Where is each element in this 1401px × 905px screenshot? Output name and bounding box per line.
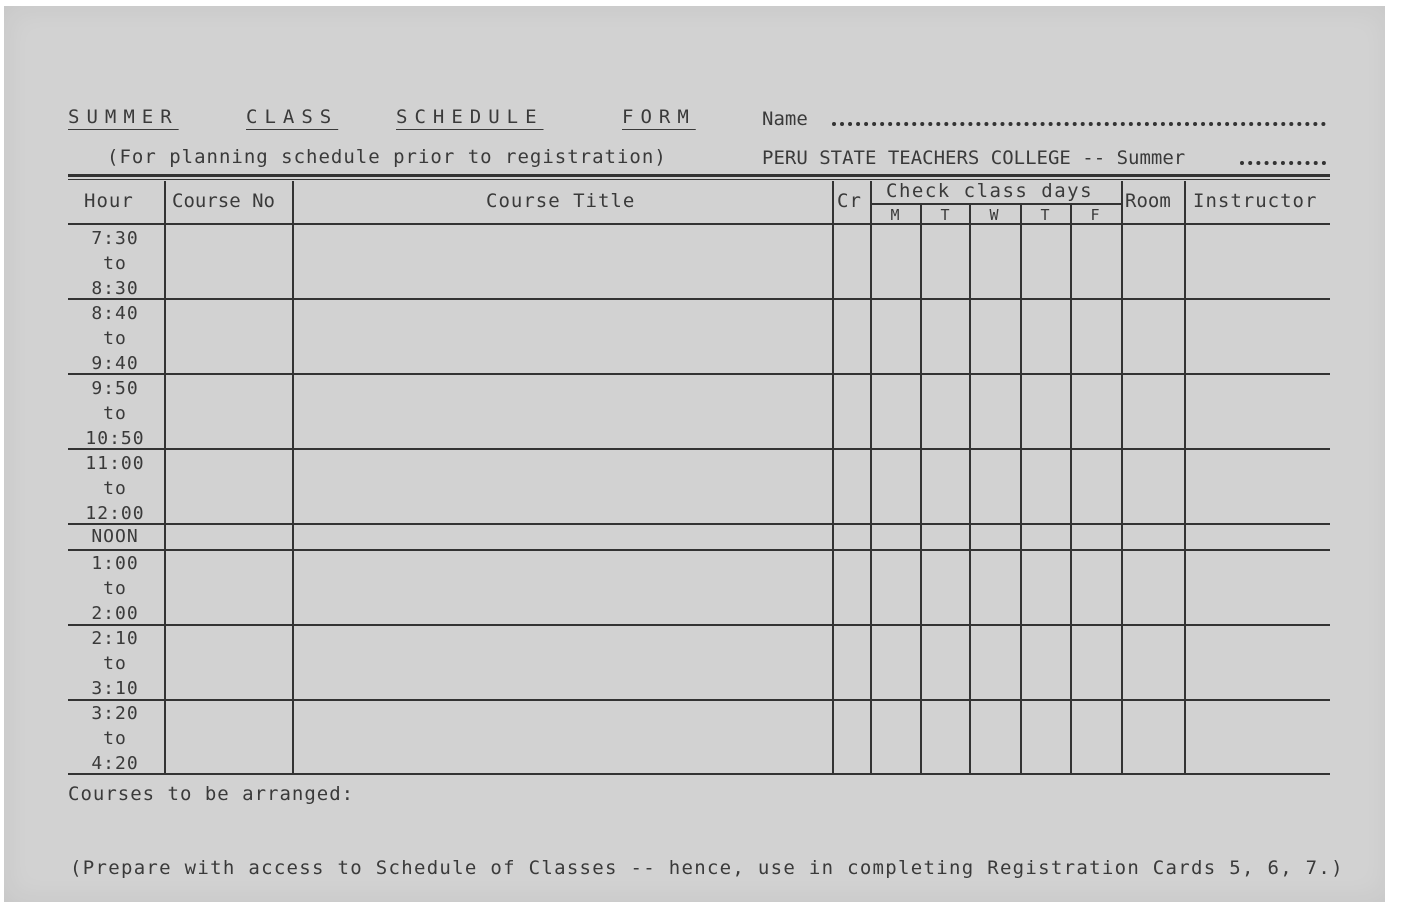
col-divider-days bbox=[870, 181, 872, 775]
col-divider-credits bbox=[832, 181, 834, 775]
courses-to-be-arranged: Courses to be arranged: bbox=[68, 783, 355, 805]
name-field-line[interactable] bbox=[832, 122, 1326, 126]
hour-end: 2:00 bbox=[91, 603, 139, 624]
hour-start: 11:00 bbox=[85, 453, 145, 474]
day-monday: M bbox=[890, 206, 900, 224]
title-word-schedule: SCHEDULE bbox=[396, 106, 544, 128]
table-top-rule bbox=[68, 174, 1330, 177]
hour-end: 12:00 bbox=[85, 503, 145, 524]
hour-sep: to bbox=[103, 578, 127, 599]
header-room: Room bbox=[1125, 190, 1171, 212]
hour-end: 9:40 bbox=[91, 353, 139, 374]
col-divider-course-title bbox=[292, 181, 294, 775]
form-subtitle: (For planning schedule prior to registration) bbox=[107, 146, 667, 168]
card-edge bbox=[1385, 0, 1391, 905]
days-subheader-rule bbox=[871, 203, 1121, 205]
header-course-no: Course No bbox=[172, 190, 275, 212]
row-rule bbox=[68, 699, 1330, 701]
summer-field-line[interactable] bbox=[1240, 161, 1326, 165]
header-course-title: Course Title bbox=[486, 190, 636, 212]
row-rule bbox=[68, 523, 1330, 525]
preparation-note: (Prepare with access to Schedule of Classes -- hence, use in completing Registration Cards 5, 6, 7.) bbox=[70, 857, 1344, 879]
hour-sep: to bbox=[103, 403, 127, 424]
hour-cell-7 bbox=[70, 701, 160, 776]
hour-end: 8:30 bbox=[91, 278, 139, 299]
col-divider-course-no bbox=[164, 181, 166, 775]
hour-end: 10:50 bbox=[85, 428, 145, 449]
hour-start: 7:30 bbox=[91, 228, 139, 249]
hour-start: 8:40 bbox=[91, 303, 139, 324]
hour-start: 3:20 bbox=[91, 703, 139, 724]
hour-cell-1 bbox=[70, 226, 160, 301]
hour-sep: to bbox=[103, 728, 127, 749]
hour-sep: to bbox=[103, 253, 127, 274]
header-bottom-rule bbox=[68, 223, 1330, 225]
table-top-rule-2 bbox=[68, 179, 1330, 180]
header-check-class-days: Check class days bbox=[886, 180, 1094, 202]
hour-cell-3 bbox=[70, 376, 160, 451]
schedule-form-card bbox=[4, 6, 1390, 902]
day-wednesday: W bbox=[989, 206, 999, 224]
day-friday: F bbox=[1090, 206, 1100, 224]
hour-end: 3:10 bbox=[91, 678, 139, 699]
title-word-class: CLASS bbox=[246, 106, 339, 128]
hour-sep: to bbox=[103, 653, 127, 674]
hour-start: 9:50 bbox=[91, 378, 139, 399]
hour-sep: to bbox=[103, 478, 127, 499]
col-divider-friday bbox=[1070, 204, 1072, 775]
col-divider-instructor bbox=[1184, 181, 1186, 775]
hour-start: 2:10 bbox=[91, 628, 139, 649]
college-line: PERU STATE TEACHERS COLLEGE -- Summer bbox=[762, 147, 1186, 169]
col-divider-thursday bbox=[1020, 204, 1022, 775]
row-rule bbox=[68, 448, 1330, 450]
hour-cell-6 bbox=[70, 626, 160, 701]
header-instructor: Instructor bbox=[1193, 190, 1318, 212]
hour-cell-4 bbox=[70, 451, 160, 526]
col-divider-room bbox=[1121, 181, 1123, 775]
hour-noon: NOON bbox=[91, 526, 139, 547]
hour-sep: to bbox=[103, 328, 127, 349]
row-rule bbox=[68, 624, 1330, 626]
header-hour: Hour bbox=[84, 190, 134, 212]
day-tuesday: T bbox=[940, 206, 950, 224]
row-rule bbox=[68, 298, 1330, 300]
row-rule bbox=[68, 373, 1330, 375]
title-word-summer: SUMMER bbox=[68, 106, 179, 128]
hour-end: 4:20 bbox=[91, 753, 139, 774]
hour-cell-noon bbox=[70, 524, 160, 549]
header-credits: Cr bbox=[837, 190, 862, 212]
title-word-form: FORM bbox=[622, 106, 696, 128]
table-bottom-rule bbox=[68, 773, 1330, 775]
day-thursday: T bbox=[1040, 206, 1050, 224]
hour-start: 1:00 bbox=[91, 553, 139, 574]
col-divider-wednesday bbox=[969, 204, 971, 775]
row-rule bbox=[68, 549, 1330, 551]
hour-cell-5 bbox=[70, 551, 160, 626]
name-label: Name bbox=[762, 108, 808, 130]
col-divider-tuesday bbox=[920, 204, 922, 775]
hour-cell-2 bbox=[70, 301, 160, 376]
